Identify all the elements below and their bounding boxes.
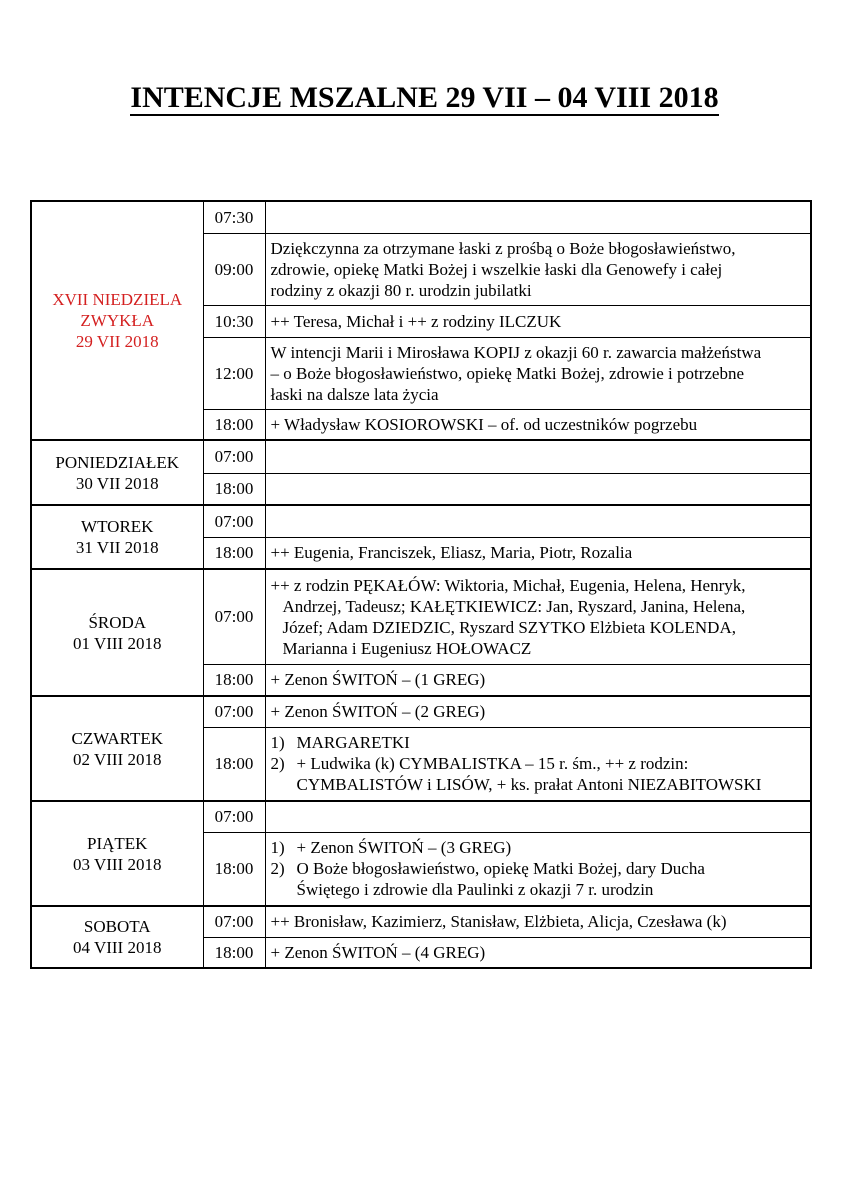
mass-intentions-table: [30, 200, 812, 969]
mass-intention: [265, 233, 811, 305]
mass-intention: [265, 727, 811, 801]
day-name: PIĄTEK: [87, 833, 148, 853]
intention-line: łaski na dalsze lata życia: [270, 384, 439, 404]
mass-time: 07:00: [203, 906, 265, 937]
intention-item: [271, 732, 806, 753]
day-cell: [31, 696, 203, 801]
day-date: 31 VII 2018: [75, 538, 159, 557]
intention-line: Dziękczynna za otrzymane łaski z prośbą o Boże błogosławieństwo,: [270, 238, 736, 258]
mass-intentions-body: [31, 201, 811, 968]
day-date: 03 VIII 2018: [73, 854, 162, 874]
mass-intention: [265, 937, 811, 968]
mass-intention: [265, 337, 811, 409]
mass-intention: [265, 537, 811, 569]
day-name: SOBOTA: [83, 917, 151, 936]
intention-list: [271, 837, 806, 900]
mass-intention: [265, 801, 811, 832]
mass-time: 09:00: [203, 233, 265, 305]
day-name: ŚRODA: [88, 612, 147, 632]
intention-line: Andrzej, Tadeusz; KAŁĘTKIEWICZ: Jan, Ryszard, Janina, Helena,: [282, 596, 746, 616]
day-cell: [31, 906, 203, 968]
day-name: CZWARTEK: [71, 728, 164, 748]
intention-line: ++ Teresa, Michał i ++ z rodziny ILCZUK: [270, 311, 562, 331]
mass-time: 07:00: [203, 696, 265, 727]
day-cell: [31, 801, 203, 906]
day-date: 30 VII 2018: [75, 473, 159, 493]
mass-time: 10:30: [203, 305, 265, 337]
day-date: 01 VIII 2018: [73, 633, 162, 653]
day-date: 04 VIII 2018: [73, 938, 162, 957]
intention-line: Józef; Adam DZIEDZIC, Ryszard SZYTKO Elżbieta KOLENDA,: [282, 617, 736, 637]
mass-row: [31, 696, 811, 727]
mass-row: [31, 505, 811, 537]
intention-item: [271, 858, 806, 900]
intention-line: + Ludwika (k) CYMBALISTKA – 15 r. śm., ++ z rodzin:: [296, 754, 689, 774]
day-name: PONIEDZIAŁEK: [55, 452, 180, 472]
mass-row: [31, 906, 811, 937]
intention-line: – o Boże błogosławieństwo, opiekę Matki Bożej, zdrowie i potrzebne: [270, 363, 745, 383]
intention-line: + Zenon ŚWITOŃ – (3 GREG): [296, 838, 512, 858]
mass-time: 18:00: [203, 409, 265, 440]
intention-line: rodziny z okazji 80 r. urodzin jubilatki: [270, 280, 532, 300]
mass-time: 18:00: [203, 473, 265, 505]
intention-number: 2): [270, 754, 285, 774]
mass-intention: [265, 305, 811, 337]
intention-item: [271, 837, 806, 858]
page-title: [0, 80, 849, 116]
mass-row: [31, 801, 811, 832]
intention-line: + Zenon ŚWITOŃ – (4 GREG): [270, 942, 486, 962]
page-title-text: INTENCJE MSZALNE 29 VII – 04 VIII 2018: [130, 81, 719, 114]
mass-intention: [265, 832, 811, 906]
day-cell: [31, 505, 203, 569]
day-cell: [31, 440, 203, 505]
mass-intention: [265, 664, 811, 696]
mass-time: 18:00: [203, 537, 265, 569]
intention-line: zdrowie, opiekę Matki Bożej i wszelkie łaski dla Genowefy i całej: [270, 259, 723, 279]
intention-line: O Boże błogosławieństwo, opiekę Matki Bożej, dary Ducha: [296, 859, 705, 879]
intention-line: + Władysław KOSIOROWSKI – of. od uczestników pogrzebu: [270, 414, 698, 434]
mass-time: 12:00: [203, 337, 265, 409]
mass-row: [31, 201, 811, 233]
intention-line: Świętego i zdrowie dla Paulinki z okazji 7 r. urodzin: [296, 880, 654, 900]
day-name-line2: ZWYKŁA: [80, 311, 155, 330]
intention-number: 1): [270, 733, 285, 753]
intention-list: [271, 732, 806, 795]
mass-time: 07:00: [203, 440, 265, 473]
mass-time: 07:00: [203, 801, 265, 832]
mass-time: 07:30: [203, 201, 265, 233]
mass-row: [31, 440, 811, 473]
day-cell: [31, 569, 203, 696]
mass-intention: [265, 409, 811, 440]
intention-line: + Zenon ŚWITOŃ – (2 GREG): [270, 702, 486, 722]
day-name: WTOREK: [81, 517, 154, 536]
day-date: 02 VIII 2018: [73, 749, 162, 769]
intention-line: + Zenon ŚWITOŃ – (1 GREG): [270, 670, 486, 690]
intention-line: ++ z rodzin PĘKAŁÓW: Wiktoria, Michał, Eugenia, Helena, Henryk,: [270, 575, 746, 595]
mass-time: 07:00: [203, 505, 265, 537]
intention-item: [271, 753, 806, 795]
intention-line: CYMBALISTÓW i LISÓW, + ks. prałat Antoni NIEZABITOWSKI: [296, 775, 762, 795]
intention-line: W intencji Marii i Mirosława KOPIJ z okazji 60 r. zawarcia małżeństwa: [270, 342, 762, 362]
day-date: 29 VII 2018: [75, 332, 159, 351]
intention-number: 2): [270, 859, 285, 879]
intention-line: ++ Bronisław, Kazimierz, Stanisław, Elżbieta, Alicja, Czesława (k): [270, 912, 727, 932]
day-cell: [31, 201, 203, 440]
mass-intention: [265, 569, 811, 664]
mass-time: 18:00: [203, 727, 265, 801]
mass-time: 18:00: [203, 937, 265, 968]
intention-line: ++ Eugenia, Franciszek, Eliasz, Maria, Piotr, Rozalia: [270, 543, 633, 563]
intention-number: 1): [270, 838, 285, 858]
mass-intention: [265, 505, 811, 537]
mass-time: 18:00: [203, 832, 265, 906]
mass-intention: [265, 473, 811, 505]
mass-intention: [265, 906, 811, 937]
mass-intention: [265, 440, 811, 473]
mass-intention: [265, 201, 811, 233]
mass-time: 07:00: [203, 569, 265, 664]
mass-intention: [265, 696, 811, 727]
intention-line: MARGARETKI: [296, 733, 410, 753]
mass-row: [31, 569, 811, 664]
mass-time: 18:00: [203, 664, 265, 696]
intention-line: Marianna i Eugeniusz HOŁOWACZ: [282, 638, 532, 658]
day-name: XVII NIEDZIELA: [52, 290, 183, 309]
